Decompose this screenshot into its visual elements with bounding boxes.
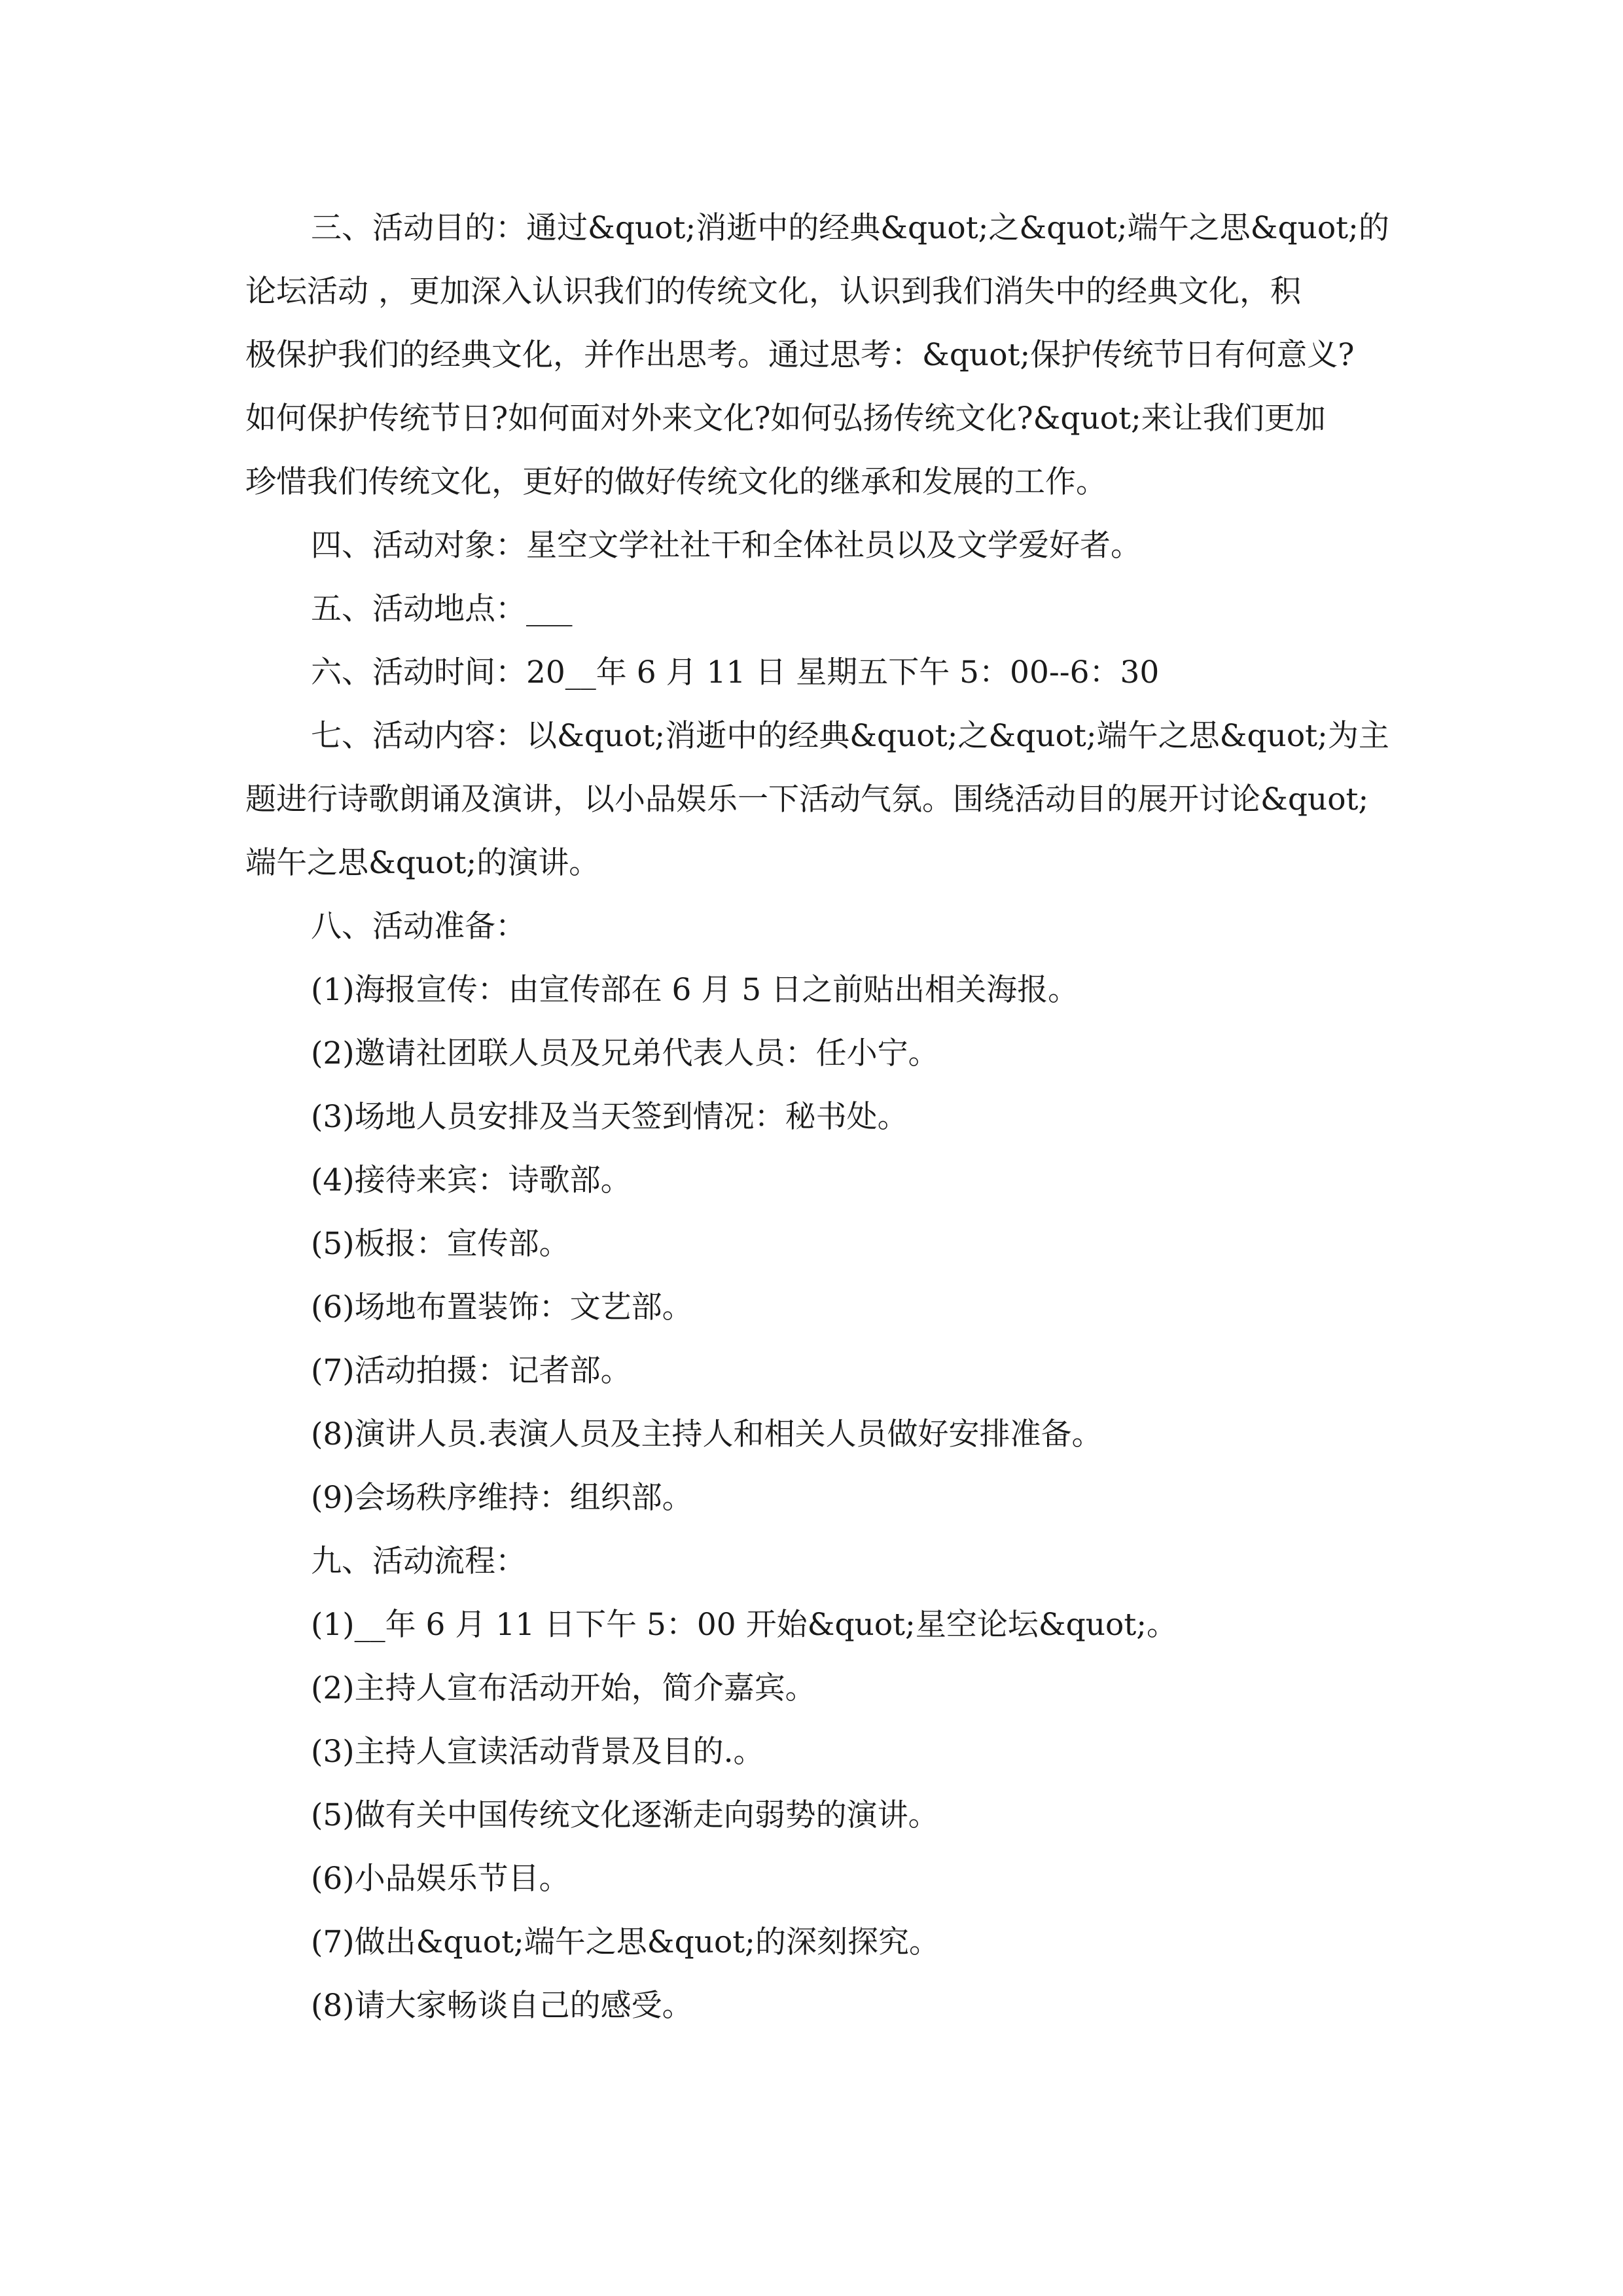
process-heading: 九、活动流程： (311, 1543, 526, 1579)
process-item: (3)主持人宣读活动背景及目的.。 (311, 1734, 764, 1770)
preparation-item: (4)接待来宾：诗歌部。 (311, 1162, 632, 1198)
time-line: 六、活动时间：20__年 6 月 11 日 星期五下午 5：00--6：30 (311, 655, 1160, 691)
preparation-item: (2)邀请社团联人员及兄弟代表人员：任小宁。 (311, 1035, 939, 1071)
purpose-line-4: 如何保护传统节日?如何面对外来文化?如何弘扬传统文化?&quot;来让我们更加 (245, 401, 1326, 437)
location-line: 五、活动地点：___ (311, 591, 573, 627)
purpose-line-2: 论坛活动 ，更加深入认识我们的传统文化，认识到我们消失中的经典文化，积 (245, 274, 1301, 310)
preparation-heading: 八、活动准备： (311, 908, 526, 944)
audience-line: 四、活动对象：星空文学社社干和全体社员以及文学爱好者。 (311, 528, 1141, 564)
preparation-item: (8)演讲人员.表演人员及主持人和相关人员做好安排准备。 (311, 1416, 1103, 1452)
preparation-item: (9)会场秩序维持：组织部。 (311, 1480, 693, 1516)
process-item: (8)请大家畅谈自己的感受。 (311, 1988, 693, 2024)
process-item: (7)做出&quot;端午之思&quot;的深刻探究。 (311, 1924, 940, 1960)
content-line-3: 端午之思&quot;的演讲。 (245, 845, 600, 881)
purpose-line-5: 珍惜我们传统文化，更好的做好传统文化的继承和发展的工作。 (245, 464, 1107, 500)
content-line-1: 七、活动内容：以&quot;消逝中的经典&quot;之&quot;端午之思&quot;为主 (311, 718, 1389, 754)
preparation-item: (6)场地布置装饰：文艺部。 (311, 1289, 693, 1325)
process-item: (1)__年 6 月 11 日下午 5：00 开始&quot;星空论坛&quot;。 (311, 1607, 1178, 1643)
process-item: (5)做有关中国传统文化逐渐走向弱势的演讲。 (311, 1797, 939, 1833)
preparation-item: (5)板报：宣传部。 (311, 1226, 570, 1262)
preparation-item: (7)活动拍摄：记者部。 (311, 1353, 632, 1389)
process-item: (2)主持人宣布活动开始，简介嘉宾。 (311, 1670, 816, 1706)
preparation-item: (1)海报宣传：由宣传部在 6 月 5 日之前贴出相关海报。 (311, 972, 1079, 1008)
purpose-line-3: 极保护我们的经典文化，并作出思考。通过思考：&quot;保护传统节日有何意义? (245, 337, 1355, 373)
document-body (245, 196, 1389, 2037)
process-item: (6)小品娱乐节目。 (311, 1861, 570, 1897)
content-line-2: 题进行诗歌朗诵及演讲，以小品娱乐一下活动气氛。围绕活动目的展开讨论&quot; (245, 781, 1369, 817)
purpose-line-1: 三、活动目的：通过&quot;消逝中的经典&quot;之&quot;端午之思&quot;的 (311, 210, 1389, 246)
preparation-item: (3)场地人员安排及当天签到情况：秘书处。 (311, 1099, 908, 1135)
